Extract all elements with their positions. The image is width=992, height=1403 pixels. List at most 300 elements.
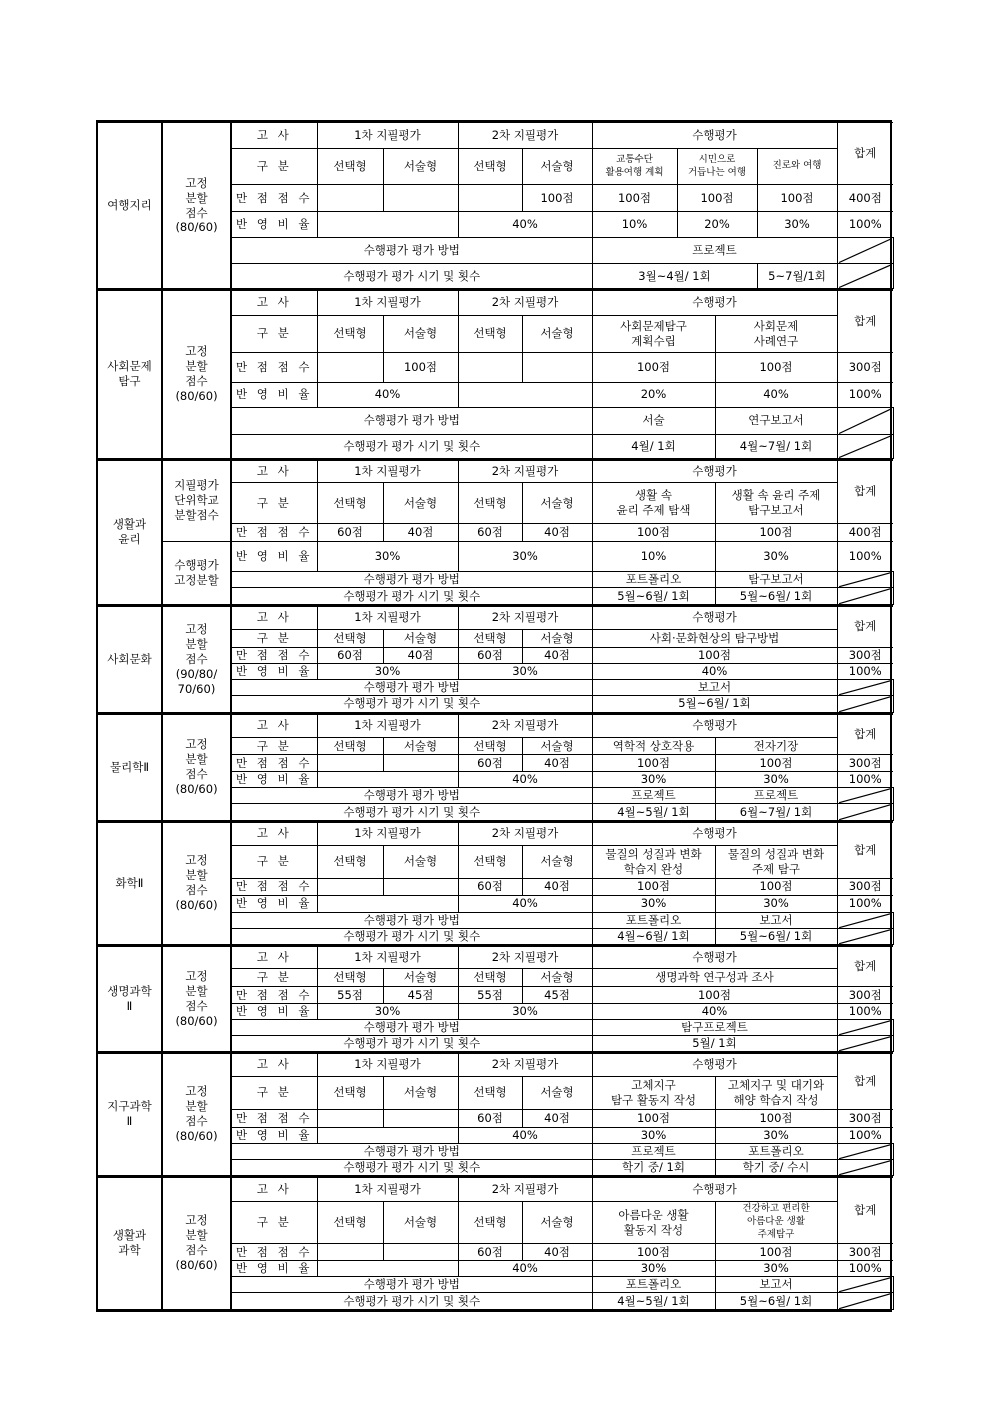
performance-ratio: 30%	[715, 772, 837, 788]
category-header: 구 분	[231, 483, 317, 524]
exam-header: 고 사	[231, 123, 317, 149]
exam-header: 고 사	[231, 714, 317, 738]
performance-ratio: 30%	[592, 895, 715, 912]
score-type-category-performance: 수행평가 고정분할	[162, 542, 231, 605]
performance-task: 생활 속 윤리 주제 탐색	[592, 483, 715, 524]
evaluation-timing: 5월~6월/ 1회	[592, 695, 837, 712]
performance-full-score: 100점	[592, 1109, 715, 1127]
exam-full-score: 60점	[458, 1109, 522, 1127]
diagonal-line-icon	[838, 680, 893, 695]
diagonal-slash-cell	[837, 588, 893, 605]
subject-section	[98, 1052, 894, 1176]
evaluation-method: 프로젝트	[592, 238, 837, 264]
category-header: 구 분	[231, 1202, 317, 1244]
diagonal-line-icon	[838, 1144, 893, 1159]
exam1-choice: 선택형	[317, 629, 383, 647]
exam-full-score	[383, 755, 458, 772]
total-header: 합계	[837, 606, 893, 647]
evaluation-timing: 4월~6월/ 1회	[592, 928, 715, 944]
exam-full-score: 55점	[458, 987, 522, 1004]
exam-full-score: 40점	[522, 1244, 592, 1261]
category-header: 구 분	[231, 845, 317, 878]
diagonal-slash-cell	[837, 695, 893, 712]
evaluation-method: 보고서	[715, 912, 837, 928]
performance-full-score: 100점	[715, 1244, 837, 1261]
performance-task: 생활 속 윤리 주제 탐구보고서	[715, 483, 837, 524]
subject-name: 지구과학 Ⅱ	[98, 1053, 162, 1175]
evaluation-timing-label: 수행평가 평가 시기 및 횟수	[231, 1036, 592, 1052]
full-score-label: 만 점 점 수	[231, 1109, 317, 1127]
evaluation-method: 연구보고서	[715, 407, 837, 434]
exam1-choice: 선택형	[317, 1202, 383, 1244]
diagonal-line-icon	[838, 408, 893, 434]
evaluation-method-label: 수행평가 평가 방법	[231, 407, 592, 434]
performance-task: 건강하고 편리한 아름다운 생활 주제탐구	[715, 1202, 837, 1244]
exam2-choice: 선택형	[458, 483, 522, 524]
evaluation-timing: 4월~7월/ 1회	[715, 434, 837, 458]
subject-name: 사회문화	[98, 606, 162, 712]
exam1-ratio	[317, 1261, 458, 1277]
exam-full-score	[317, 878, 383, 895]
exam-full-score: 60점	[458, 878, 522, 895]
performance-full-score: 100점	[592, 524, 715, 542]
performance-ratio: 30%	[715, 1261, 837, 1277]
performance-task: 아름다운 생활 활동지 작성	[592, 1202, 715, 1244]
exam1-choice: 선택형	[317, 845, 383, 878]
exam2-essay: 서술형	[522, 1202, 592, 1244]
performance-header: 수행평가	[592, 606, 837, 629]
diagonal-line-icon	[838, 913, 893, 928]
evaluation-method-label: 수행평가 평가 방법	[231, 679, 592, 695]
exam1-ratio: 30%	[317, 1004, 458, 1020]
exam2-header: 2차 지필평가	[458, 606, 592, 629]
diagonal-slash-cell	[837, 434, 893, 458]
total-header: 합계	[837, 1053, 893, 1109]
full-score-label: 만 점 점 수	[231, 878, 317, 895]
full-score-label: 만 점 점 수	[231, 647, 317, 663]
exam-full-score	[383, 1109, 458, 1127]
full-score-label: 만 점 점 수	[231, 185, 317, 212]
subject-name: 사회문제 탐구	[98, 290, 162, 458]
exam1-essay: 서술형	[383, 149, 458, 185]
evaluation-method-label: 수행평가 평가 방법	[231, 1020, 592, 1036]
total-ratio: 100%	[837, 1127, 893, 1143]
exam1-choice: 선택형	[317, 315, 383, 352]
exam-header: 고 사	[231, 460, 317, 483]
performance-ratio: 10%	[592, 212, 677, 238]
exam2-header: 2차 지필평가	[458, 822, 592, 845]
exam-full-score: 40점	[522, 647, 592, 663]
performance-ratio: 20%	[592, 382, 715, 407]
evaluation-timing-label: 수행평가 평가 시기 및 횟수	[231, 804, 592, 821]
performance-task: 물질의 성질과 변화 학습지 완성	[592, 845, 715, 878]
diagonal-line-icon	[838, 929, 893, 944]
diagonal-slash-cell	[837, 238, 893, 264]
subject-name: 화학Ⅱ	[98, 822, 162, 944]
evaluation-timing: 학기 중/ 1회	[592, 1159, 715, 1175]
total-header: 합계	[837, 822, 893, 878]
score-type-category: 고정 분할 점수 (80/60)	[162, 714, 231, 821]
score-type-category: 고정 분할 점수 (90/80/ 70/60)	[162, 606, 231, 712]
ratio-label: 반 영 비 율	[231, 895, 317, 912]
performance-task: 고체지구 탐구 활동지 작성	[592, 1076, 715, 1109]
exam1-ratio: 30%	[317, 663, 458, 679]
performance-ratio: 30%	[592, 772, 715, 788]
evaluation-timing: 6월~7월/ 1회	[715, 804, 837, 821]
exam-full-score	[317, 755, 383, 772]
exam2-ratio: 30%	[458, 542, 592, 572]
performance-ratio: 30%	[592, 1127, 715, 1143]
diagonal-slash-cell	[837, 912, 893, 928]
total-ratio: 100%	[837, 663, 893, 679]
evaluation-timing: 4월~5월/ 1회	[592, 804, 715, 821]
subject-name: 생명과학 Ⅱ	[98, 946, 162, 1052]
performance-ratio: 30%	[715, 1127, 837, 1143]
exam1-ratio: 30%	[317, 542, 458, 572]
diagonal-slash-cell	[837, 1159, 893, 1175]
exam2-ratio: 40%	[458, 1127, 592, 1143]
performance-full-score: 100점	[715, 878, 837, 895]
total-score: 400점	[837, 185, 893, 212]
performance-header: 수행평가	[592, 946, 837, 969]
diagonal-slash-cell	[837, 572, 893, 588]
evaluation-method-label: 수행평가 평가 방법	[231, 1143, 592, 1159]
evaluation-method: 프로젝트	[715, 788, 837, 804]
diagonal-line-icon	[838, 1160, 893, 1175]
full-score-label: 만 점 점 수	[231, 1244, 317, 1261]
performance-header: 수행평가	[592, 822, 837, 845]
exam-header: 고 사	[231, 946, 317, 969]
exam2-choice: 선택형	[458, 1076, 522, 1109]
diagonal-line-icon	[838, 804, 893, 820]
total-ratio: 100%	[837, 772, 893, 788]
diagonal-line-icon	[838, 1020, 893, 1035]
exam1-header: 1차 지필평가	[317, 946, 458, 969]
exam1-ratio	[317, 772, 458, 788]
exam1-essay: 서술형	[383, 1076, 458, 1109]
exam1-header: 1차 지필평가	[317, 606, 458, 629]
total-score: 300점	[837, 1109, 893, 1127]
diagonal-slash-cell	[837, 1143, 893, 1159]
exam2-essay: 서술형	[522, 149, 592, 185]
category-header: 구 분	[231, 315, 317, 352]
exam2-header: 2차 지필평가	[458, 1177, 592, 1202]
exam1-ratio	[317, 212, 458, 238]
total-score: 300점	[837, 647, 893, 663]
evaluation-timing: 5월~6월/ 1회	[715, 588, 837, 605]
performance-full-score: 100점	[757, 185, 837, 212]
exam-full-score	[383, 185, 458, 212]
performance-full-score: 100점	[592, 878, 715, 895]
evaluation-timing: 3월~4월/ 1회	[592, 264, 757, 289]
exam2-choice: 선택형	[458, 845, 522, 878]
exam-full-score: 40점	[522, 524, 592, 542]
performance-header: 수행평가	[592, 460, 837, 483]
exam2-choice: 선택형	[458, 1202, 522, 1244]
subject-name: 생활과 윤리	[98, 460, 162, 605]
exam1-essay: 서술형	[383, 845, 458, 878]
category-header: 구 분	[231, 149, 317, 185]
exam1-choice: 선택형	[317, 1076, 383, 1109]
evaluation-method-label: 수행평가 평가 방법	[231, 238, 592, 264]
exam2-ratio: 30%	[458, 1004, 592, 1020]
ratio-label: 반 영 비 율	[231, 212, 317, 238]
exam1-header: 1차 지필평가	[317, 1177, 458, 1202]
evaluation-timing: 5월~6월/ 1회	[592, 588, 715, 605]
exam-full-score	[522, 352, 592, 382]
exam2-ratio: 30%	[458, 663, 592, 679]
exam2-choice: 선택형	[458, 738, 522, 755]
total-header: 합계	[837, 1177, 893, 1244]
exam-full-score	[458, 185, 522, 212]
performance-ratio: 20%	[677, 212, 757, 238]
performance-task: 전자기장	[715, 738, 837, 755]
performance-task: 교통수단 활용여행 계획	[592, 149, 677, 185]
subject-name: 여행지리	[98, 123, 162, 289]
subject-section	[98, 1176, 894, 1311]
diagonal-slash-cell	[837, 1020, 893, 1036]
exam-full-score	[317, 185, 383, 212]
exam2-header: 2차 지필평가	[458, 290, 592, 315]
evaluation-timing: 5~7월/1회	[757, 264, 837, 289]
diagonal-line-icon	[838, 435, 893, 458]
exam1-header: 1차 지필평가	[317, 1053, 458, 1076]
evaluation-method: 포트폴리오	[715, 1143, 837, 1159]
exam-full-score: 40점	[522, 1109, 592, 1127]
performance-task: 물질의 성질과 변화 주제 탐구	[715, 845, 837, 878]
evaluation-timing-label: 수행평가 평가 시기 및 횟수	[231, 264, 592, 289]
exam-header: 고 사	[231, 822, 317, 845]
exam-full-score: 40점	[522, 755, 592, 772]
exam2-header: 2차 지필평가	[458, 460, 592, 483]
exam1-essay: 서술형	[383, 483, 458, 524]
total-score: 300점	[837, 878, 893, 895]
exam1-ratio: 40%	[317, 382, 458, 407]
diagonal-slash-cell	[837, 1293, 893, 1310]
score-type-category: 고정 분할 점수 (80/60)	[162, 1053, 231, 1175]
score-type-category: 지필평가 단위학교 분할점수	[162, 460, 231, 542]
subject-section	[98, 605, 894, 713]
exam1-choice: 선택형	[317, 149, 383, 185]
performance-full-score: 100점	[592, 1244, 715, 1261]
evaluation-method: 탐구프로젝트	[592, 1020, 837, 1036]
total-ratio: 100%	[837, 1004, 893, 1020]
performance-full-score: 100점	[715, 755, 837, 772]
exam1-essay: 서술형	[383, 969, 458, 987]
total-score: 300점	[837, 987, 893, 1004]
subject-section	[98, 289, 894, 459]
exam-full-score	[317, 1109, 383, 1127]
diagonal-line-icon	[838, 1277, 893, 1292]
performance-header: 수행평가	[592, 290, 837, 315]
subject-name: 물리학Ⅱ	[98, 714, 162, 821]
diagonal-line-icon	[838, 588, 893, 604]
diagonal-line-icon	[838, 1036, 893, 1051]
exam2-essay: 서술형	[522, 969, 592, 987]
performance-ratio: 10%	[592, 542, 715, 572]
subject-section	[98, 821, 894, 945]
performance-full-score: 100점	[592, 647, 837, 663]
performance-task: 고체지구 및 대기와 해양 학습지 작성	[715, 1076, 837, 1109]
performance-ratio: 30%	[715, 542, 837, 572]
exam2-ratio: 40%	[458, 895, 592, 912]
evaluation-method: 포트폴리오	[592, 572, 715, 588]
evaluation-method: 포트폴리오	[592, 912, 715, 928]
performance-full-score: 100점	[592, 352, 715, 382]
exam2-ratio: 40%	[458, 212, 592, 238]
exam2-choice: 선택형	[458, 315, 522, 352]
full-score-label: 만 점 점 수	[231, 755, 317, 772]
exam-header: 고 사	[231, 290, 317, 315]
total-header: 합계	[837, 714, 893, 755]
evaluation-timing: 학기 중/ 수시	[715, 1159, 837, 1175]
exam-full-score: 100점	[522, 185, 592, 212]
exam2-essay: 서술형	[522, 845, 592, 878]
performance-full-score: 100점	[592, 755, 715, 772]
exam1-essay: 서술형	[383, 315, 458, 352]
subject-section	[98, 122, 894, 289]
evaluation-timing: 4월/ 1회	[592, 434, 715, 458]
evaluation-method: 탐구보고서	[715, 572, 837, 588]
full-score-label: 만 점 점 수	[231, 524, 317, 542]
exam2-ratio: 40%	[458, 1261, 592, 1277]
exam-full-score	[317, 352, 383, 382]
total-score: 300점	[837, 352, 893, 382]
evaluation-timing: 5월/ 1회	[592, 1036, 837, 1052]
total-score: 400점	[837, 524, 893, 542]
exam-full-score: 40점	[383, 524, 458, 542]
diagonal-line-icon	[838, 788, 893, 803]
total-ratio: 100%	[837, 382, 893, 407]
evaluation-method: 서술	[592, 407, 715, 434]
diagonal-slash-cell	[837, 788, 893, 804]
exam2-header: 2차 지필평가	[458, 123, 592, 149]
exam1-essay: 서술형	[383, 738, 458, 755]
evaluation-timing-label: 수행평가 평가 시기 및 횟수	[231, 1159, 592, 1175]
exam-full-score: 60점	[458, 1244, 522, 1261]
total-ratio: 100%	[837, 542, 893, 572]
exam1-ratio	[317, 895, 458, 912]
exam1-header: 1차 지필평가	[317, 460, 458, 483]
diagonal-slash-cell	[837, 928, 893, 944]
diagonal-line-icon	[838, 264, 893, 288]
category-header: 구 분	[231, 1076, 317, 1109]
exam-header: 고 사	[231, 606, 317, 629]
evaluation-timing-label: 수행평가 평가 시기 및 횟수	[231, 434, 592, 458]
performance-ratio: 30%	[715, 895, 837, 912]
evaluation-timing-label: 수행평가 평가 시기 및 횟수	[231, 1293, 592, 1310]
total-header: 합계	[837, 123, 893, 185]
exam1-header: 1차 지필평가	[317, 123, 458, 149]
score-type-category: 고정 분할 점수 (80/60)	[162, 123, 231, 289]
total-header: 합계	[837, 946, 893, 987]
performance-task: 생명과학 연구성과 조사	[592, 969, 837, 987]
exam-full-score: 45점	[522, 987, 592, 1004]
exam-full-score	[317, 1244, 383, 1261]
performance-task: 사회문제 사례연구	[715, 315, 837, 352]
exam1-ratio	[317, 1127, 458, 1143]
evaluation-method-label: 수행평가 평가 방법	[231, 788, 592, 804]
performance-full-score: 100점	[715, 1109, 837, 1127]
performance-header: 수행평가	[592, 714, 837, 738]
diagonal-slash-cell	[837, 804, 893, 821]
exam-full-score: 60점	[317, 524, 383, 542]
exam2-essay: 서술형	[522, 738, 592, 755]
full-score-label: 만 점 점 수	[231, 987, 317, 1004]
performance-full-score: 100점	[677, 185, 757, 212]
score-type-category: 고정 분할 점수 (80/60)	[162, 1177, 231, 1310]
exam2-essay: 서술형	[522, 483, 592, 524]
exam-full-score: 55점	[317, 987, 383, 1004]
evaluation-method: 프로젝트	[592, 788, 715, 804]
ratio-label: 반 영 비 율	[231, 1127, 317, 1143]
performance-task: 진로와 여행	[757, 149, 837, 185]
performance-task: 역학적 상호작용	[592, 738, 715, 755]
exam2-choice: 선택형	[458, 149, 522, 185]
total-score: 300점	[837, 755, 893, 772]
ratio-label: 반 영 비 율	[231, 772, 317, 788]
subject-section	[98, 945, 894, 1053]
exam1-header: 1차 지필평가	[317, 822, 458, 845]
evaluation-timing-label: 수행평가 평가 시기 및 횟수	[231, 928, 592, 944]
exam-full-score: 60점	[317, 647, 383, 663]
performance-header: 수행평가	[592, 123, 837, 149]
exam-full-score	[458, 352, 522, 382]
evaluation-timing-label: 수행평가 평가 시기 및 횟수	[231, 588, 592, 605]
performance-ratio: 30%	[757, 212, 837, 238]
total-ratio: 100%	[837, 895, 893, 912]
ratio-label: 반 영 비 율	[231, 663, 317, 679]
performance-full-score: 100점	[592, 185, 677, 212]
diagonal-line-icon	[838, 238, 893, 263]
exam2-choice: 선택형	[458, 969, 522, 987]
exam2-header: 2차 지필평가	[458, 714, 592, 738]
exam1-essay: 서술형	[383, 629, 458, 647]
evaluation-method-label: 수행평가 평가 방법	[231, 912, 592, 928]
subject-section	[98, 459, 894, 606]
diagonal-slash-cell	[837, 679, 893, 695]
evaluation-timing: 5월~6월/ 1회	[715, 928, 837, 944]
performance-ratio: 40%	[715, 382, 837, 407]
performance-header: 수행평가	[592, 1053, 837, 1076]
performance-task: 사회·문화현상의 탐구방법	[592, 629, 837, 647]
full-score-label: 만 점 점 수	[231, 352, 317, 382]
diagonal-line-icon	[838, 696, 893, 712]
exam1-choice: 선택형	[317, 969, 383, 987]
exam2-header: 2차 지필평가	[458, 1053, 592, 1076]
exam2-essay: 서술형	[522, 315, 592, 352]
exam-full-score: 45점	[383, 987, 458, 1004]
total-ratio: 100%	[837, 212, 893, 238]
category-header: 구 분	[231, 969, 317, 987]
total-header: 합계	[837, 290, 893, 352]
diagonal-line-icon	[838, 572, 893, 587]
ratio-label: 반 영 비 율	[231, 1261, 317, 1277]
diagonal-slash-cell	[837, 1277, 893, 1293]
ratio-label: 반 영 비 율	[231, 382, 317, 407]
total-header: 합계	[837, 460, 893, 524]
evaluation-method-label: 수행평가 평가 방법	[231, 572, 592, 588]
evaluation-timing-label: 수행평가 평가 시기 및 횟수	[231, 695, 592, 712]
exam2-choice: 선택형	[458, 629, 522, 647]
exam-full-score: 40점	[383, 647, 458, 663]
performance-full-score: 100점	[592, 987, 837, 1004]
evaluation-method: 보고서	[715, 1277, 837, 1293]
evaluation-timing: 4월~5월/ 1회	[592, 1293, 715, 1310]
score-type-category: 고정 분할 점수 (80/60)	[162, 822, 231, 944]
evaluation-method: 포트폴리오	[592, 1277, 715, 1293]
evaluation-method: 프로젝트	[592, 1143, 715, 1159]
